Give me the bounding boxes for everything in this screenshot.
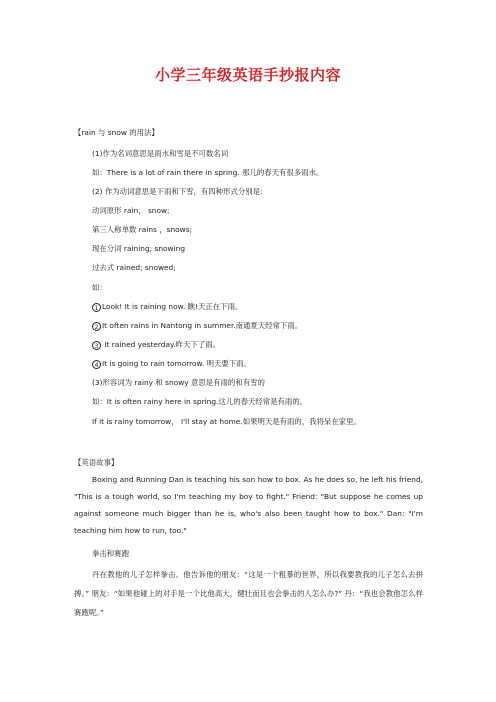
section-heading-story: 【英语故事】 — [74, 458, 119, 467]
text-line: 如： — [92, 283, 107, 292]
text-line: (2) 作为动词意思是下雨和下雪，有四种形式分别是： — [92, 187, 268, 196]
example-number: 3 — [92, 341, 101, 350]
example-text: Look! It is raining now. 瞧!天正在下雨。 — [102, 302, 243, 311]
example-line — [92, 302, 242, 312]
text-line: 如：It is often rainy here in spring.这儿的春天经常是有雨的。 — [92, 397, 308, 406]
example-line — [92, 359, 251, 369]
example-line — [92, 321, 302, 331]
example-text: It is going to rain tomorrow. 明天要下雨。 — [102, 359, 251, 368]
example-number: 2 — [92, 322, 101, 331]
text-line: (1)作为名词意思是雨水和雪是不可数名词 — [92, 149, 229, 158]
text-line: 如：There is a lot of rain there in spring. 那儿的春天有很多雨水。 — [92, 168, 324, 177]
example-number: 1 — [92, 303, 101, 312]
text-line: 现在分词 raining; snowing — [92, 244, 186, 253]
text-line: 过去式 rained; snowed; — [92, 263, 176, 272]
text-line: 动词原形 rain， snow; — [92, 206, 170, 215]
example-number: 4 — [92, 360, 101, 369]
page-title: 小学三年级英语手抄报内容 — [154, 66, 341, 84]
story-chinese: 丹在教他的儿子怎样拳击。他告诉他的朋友：“这是一个粗暴的世界，所以我要教我的儿子怎么去拼搏。” 朋友：“如果他碰上的对手是一个比他高大，健壮而且也会拳击的人怎么办?” 丹：“我也会教他怎么样赛跑呢。” — [74, 570, 423, 617]
example-text: It rained yesterday.昨天下了雨。 — [102, 340, 221, 349]
text-line: If it is rainy tomorrow， I'll stay at home.如果明天是有雨的，我将呆在家里。 — [92, 417, 361, 426]
example-line — [92, 340, 220, 350]
text-line: (3)形容词为 rainy 和 snowy 意思是有雨的和有雪的 — [92, 378, 265, 387]
story-title-chinese: 拳击和赛跑 — [92, 549, 129, 558]
section-heading-usage: 【rain 与 snow 的用法】 — [74, 128, 159, 137]
example-text: It often rains in Nantong in summer.南通夏天经常下雨。 — [102, 321, 303, 330]
text-line: 第三人称单数 rains ，snows; — [92, 225, 193, 234]
story-english: Boxing and Running Dan is teaching his son how to box. As he does so, he left his friend, "This is a tough world, so I'm teaching my boy to fight." Friend: "But suppose he comes up against someone much bigger than he is, who's also been taught how to box." Dan: "I'm teaching him how to run, too." — [74, 475, 423, 535]
